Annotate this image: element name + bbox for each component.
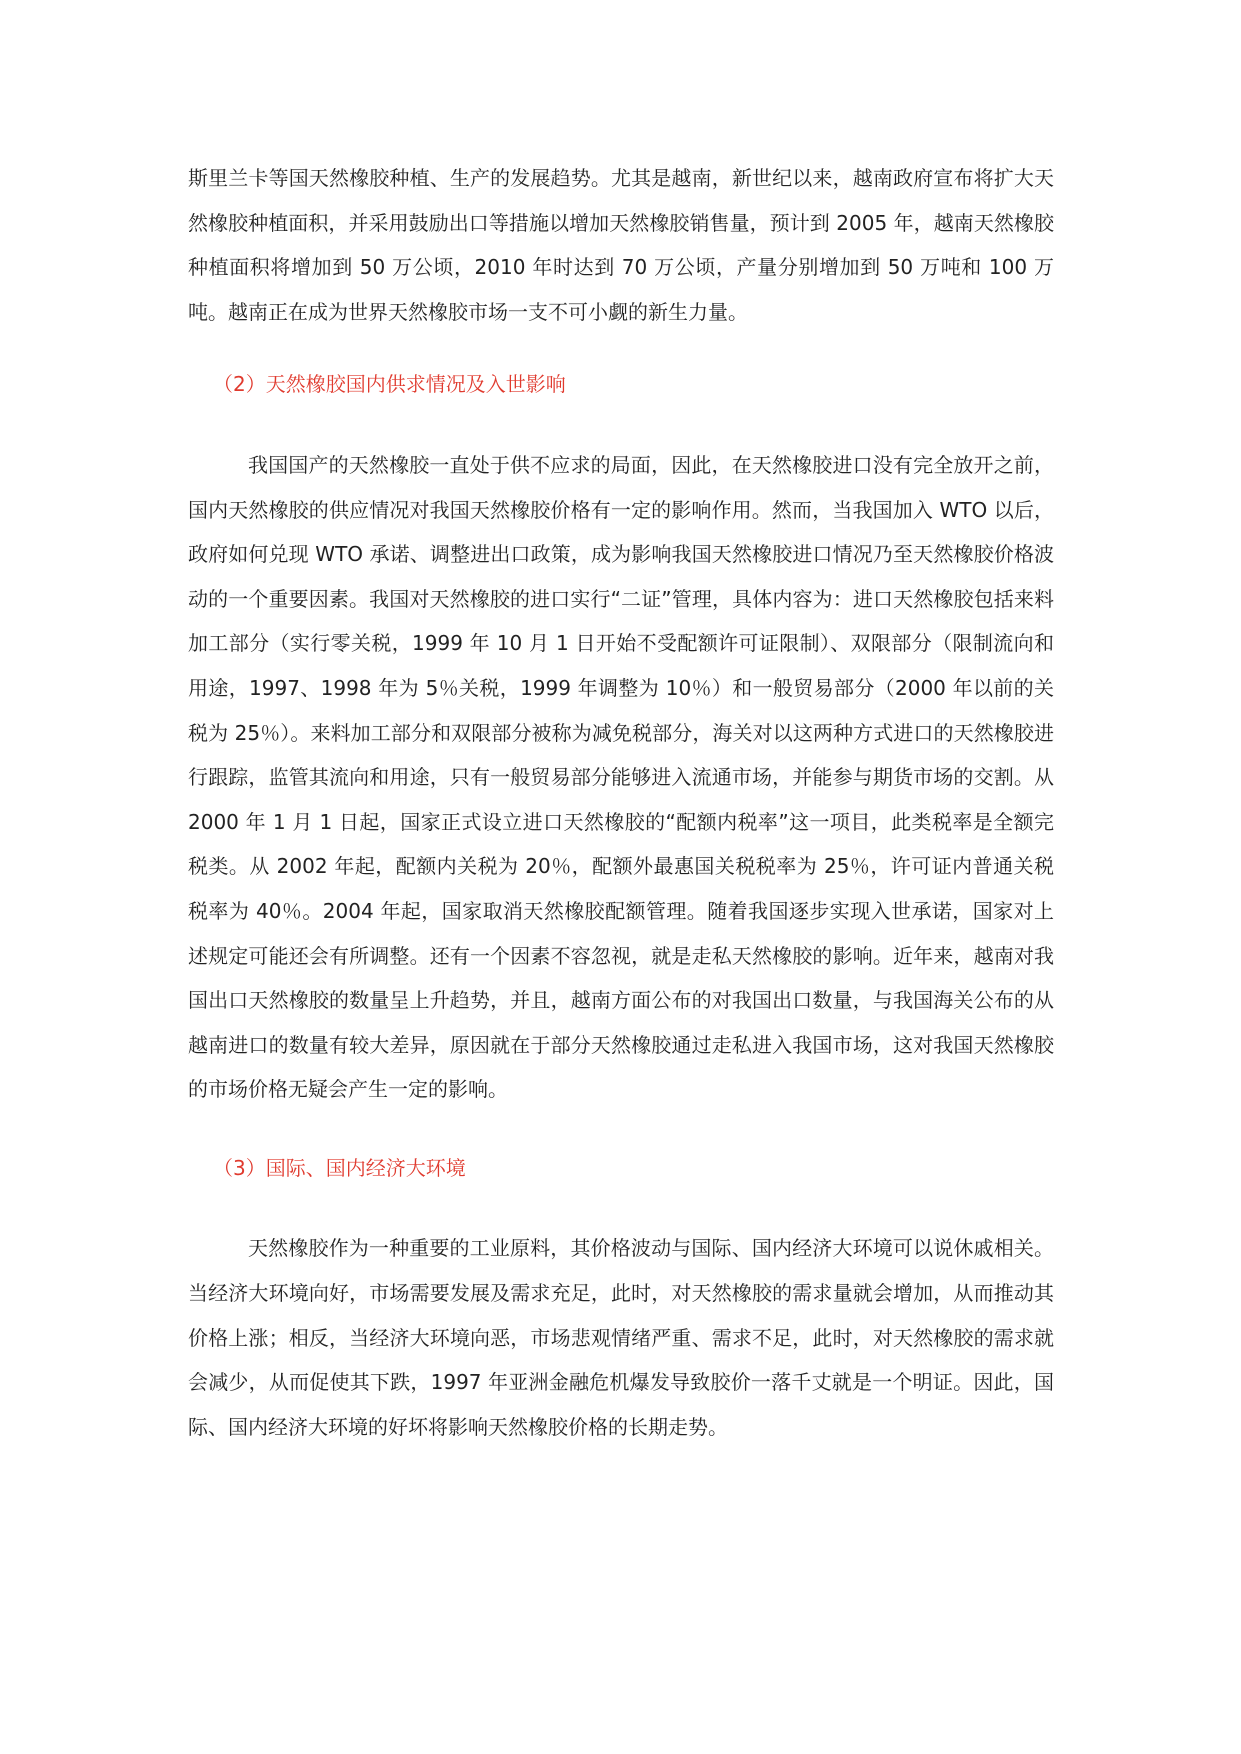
section-heading-2: （2）天然橡胶国内供求情况及入世影响 xyxy=(213,372,566,397)
spacer xyxy=(188,1112,1054,1146)
paragraph-domestic-supply: 我国国产的天然橡胶一直处于供不应求的局面，因此，在天然橡胶进口没有完全放开之前，国内天然橡胶的供应情况对我国天然橡胶价格有一定的影响作用。然而，当我国加入 WTO 以后，政府如何兑现 WTO 承诺、调整进出口政策，成为影响我国天然橡胶进口情况乃至天然橡胶价格波动的一个重要因素。我国对天然橡胶的进口实行“二证”管理，具体内容为：进口天然橡胶包括来料加工部分（实行零关税，1999 年 10 月 1 日开始不受配额许可证限制）、双限部分（限制流向和用途，1997、1998 年为 5％关税，1999 年调整为 10％）和一般贸易部分（2000 年以前的关税为 25％）。来料加工部分和双限部分被称为减免税部分，海关对以这两种方式进口的天然橡胶进行跟踪，监管其流向和用途，只有一般贸易部分能够进入流通市场，并能参与期货市场的交割。从 2000 年 1 月 1 日起，国家正式设立进口天然橡胶的“配额内税率”这一项目，此类税率是全额完税类。从 2002 年起，配额内关税为 20％，配额外最惠国关税税率为 25％，许可证内普通关税税率为 40％。2004 年起，国家取消天然橡胶配额管理。随着我国逐步实现入世承诺，国家对上述规定可能还会有所调整。还有一个因素不容忽视，就是走私天然橡胶的影响。近年来，越南对我国出口天然橡胶的数量呈上升趋势，并且，越南方面公布的对我国出口数量，与我国海关公布的从越南进口的数量有较大差异，原因就在于部分天然橡胶通过走私进入我国市场，这对我国天然橡胶的市场价格无疑会产生一定的影响。 xyxy=(188,452,1054,1102)
spacer xyxy=(188,407,1054,443)
spacer xyxy=(188,1190,1054,1226)
document-body xyxy=(188,156,1054,1449)
paragraph-vietnam-trend: 斯里兰卡等国天然橡胶种植、生产的发展趋势。尤其是越南，新世纪以来，越南政府宣布将扩大天然橡胶种植面积，并采用鼓励出口等措施以增加天然橡胶销售量，预计到 2005 年，越南天然橡胶种植面积将增加到 50 万公顷，2010 年时达到 70 万公顷，产量分别增加到 50 万吨和 100 万吨。越南正在成为世界天然橡胶市场一支不可小觑的新生力量。 xyxy=(188,166,1054,324)
spacer xyxy=(188,334,1054,362)
paragraph-economic-environment: 天然橡胶作为一种重要的工业原料，其价格波动与国际、国内经济大环境可以说休戚相关。当经济大环境向好，市场需要发展及需求充足，此时，对天然橡胶的需求量就会增加，从而推动其价格上涨；相反，当经济大环境向恶，市场悲观情绪严重、需求不足，此时，对天然橡胶的需求就会减少，从而促使其下跌，1997 年亚洲金融危机爆发导致胶价一落千丈就是一个明证。因此，国际、国内经济大环境的好坏将影响天然橡胶价格的长期走势。 xyxy=(188,1236,1054,1439)
section-heading-3: （3）国际、国内经济大环境 xyxy=(213,1155,466,1180)
